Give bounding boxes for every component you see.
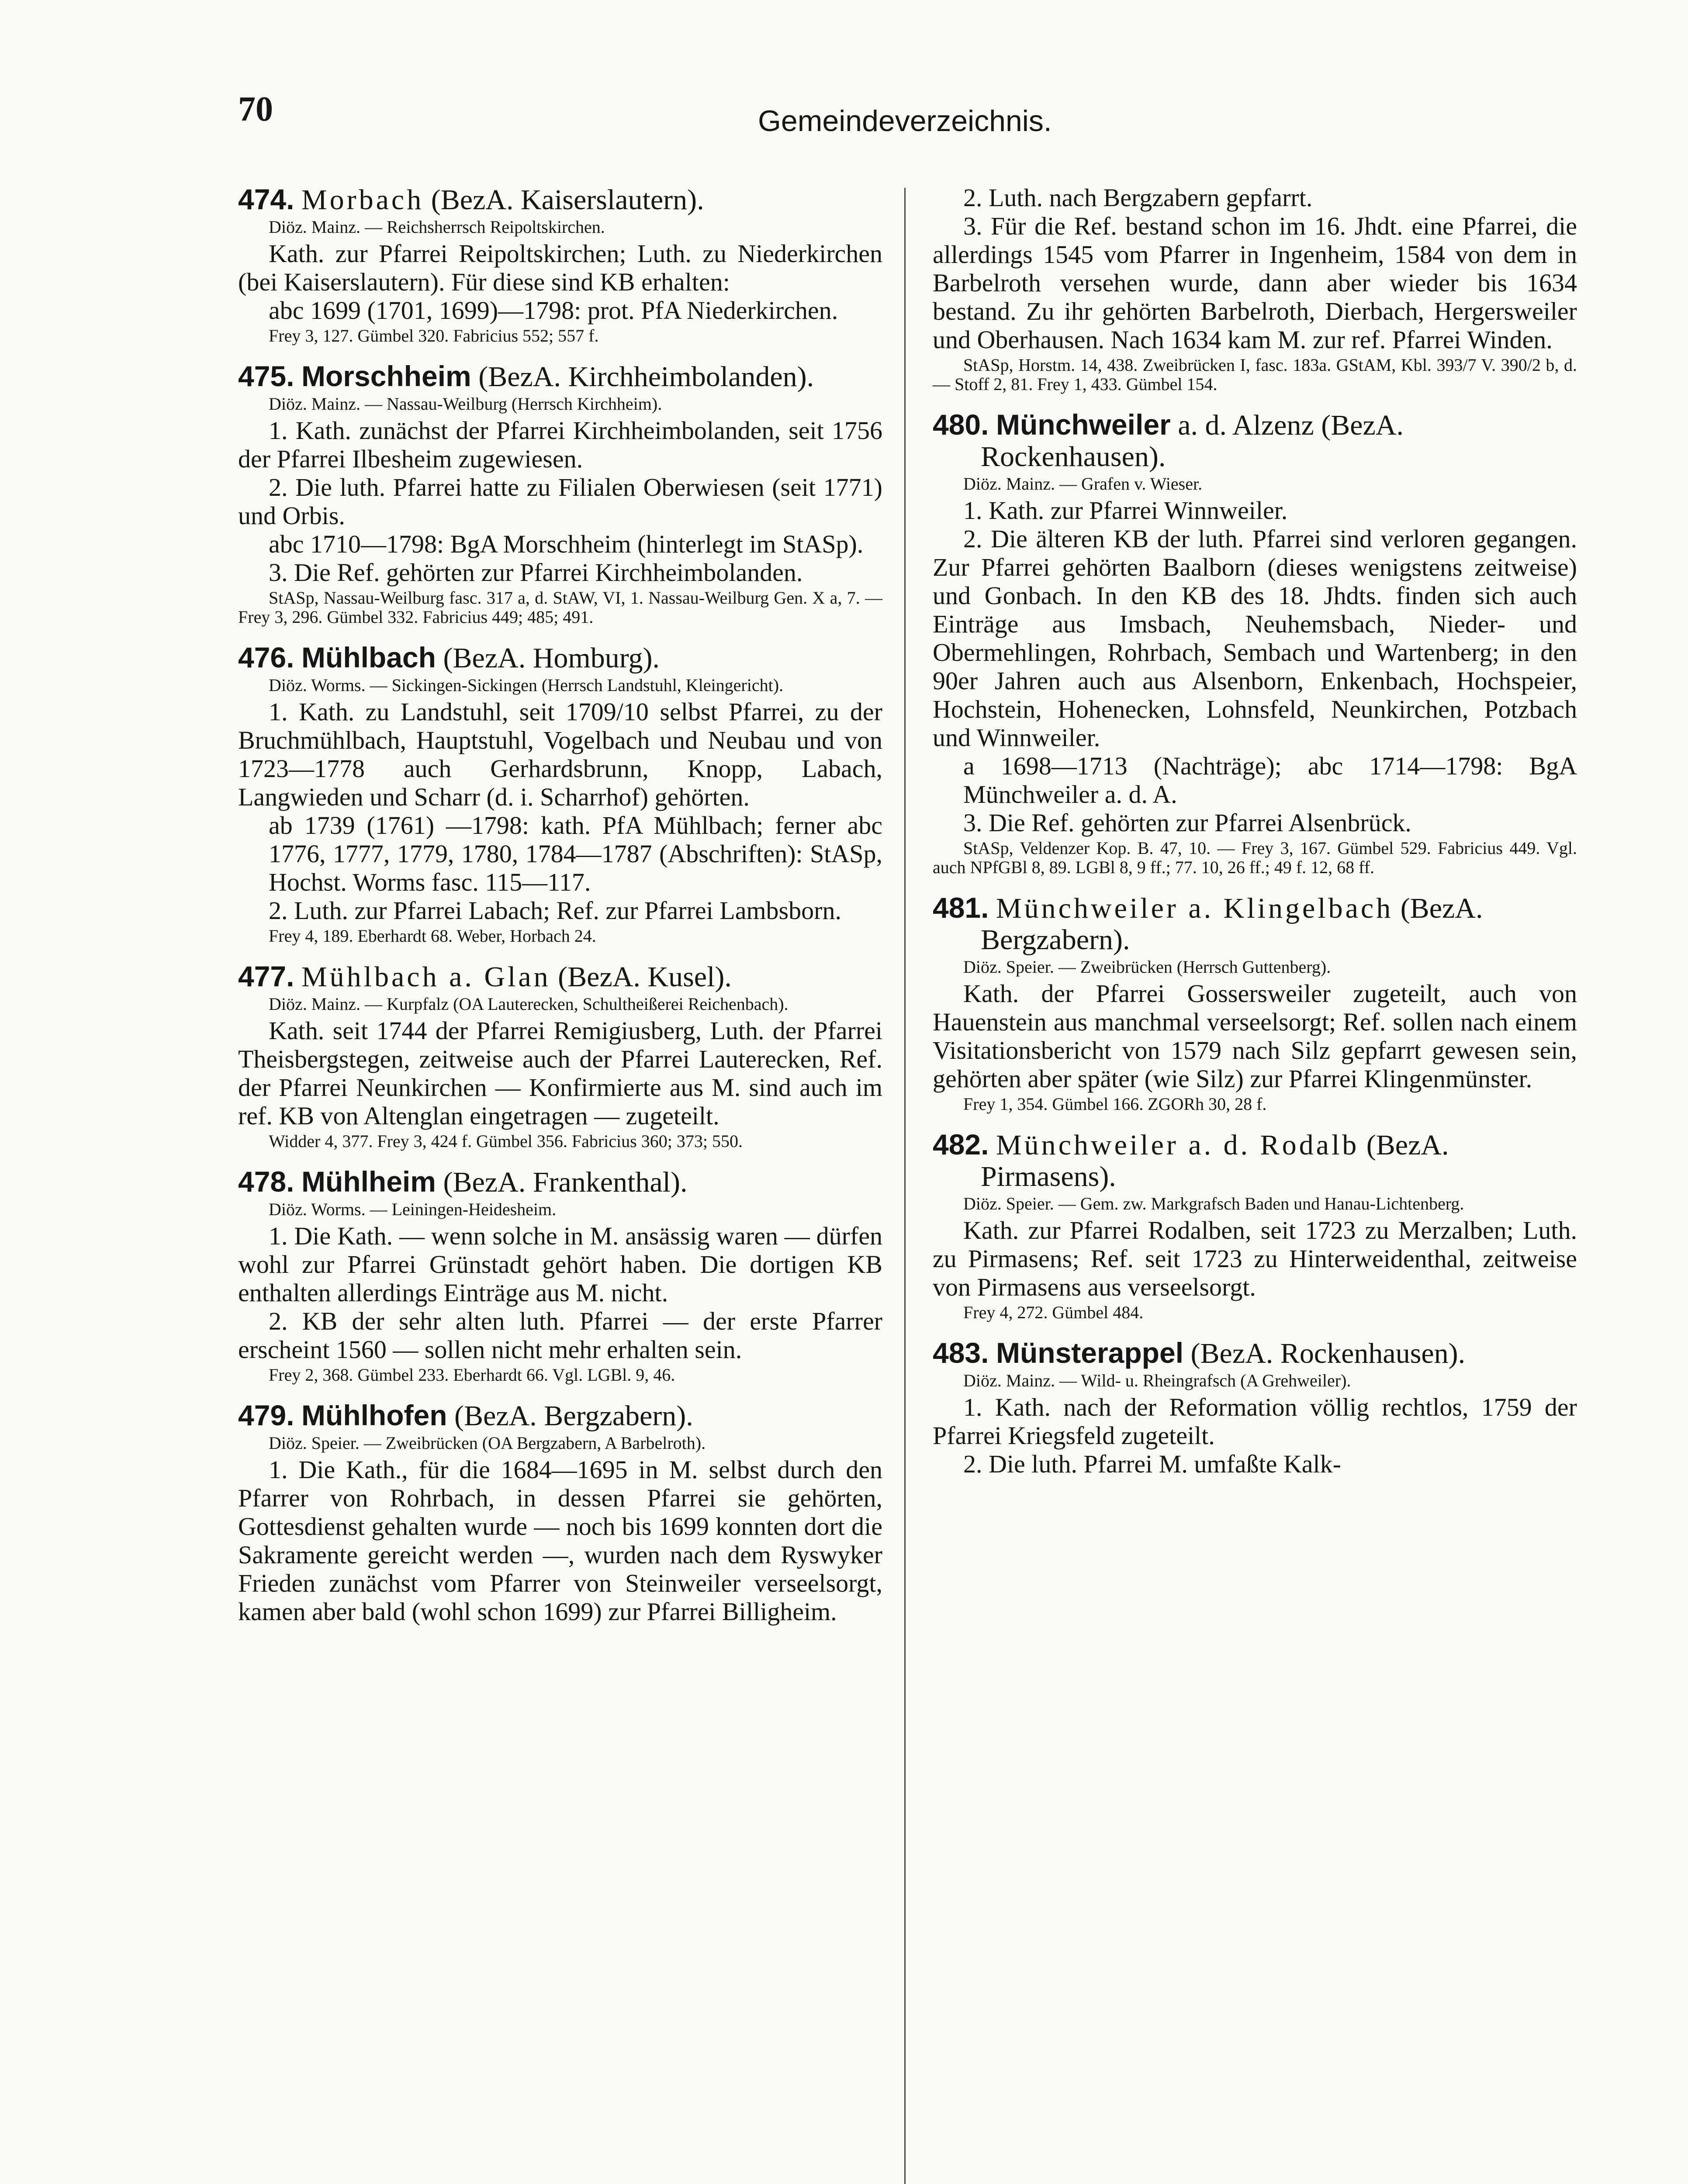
place-name: Münchweiler a. Klingelbach — [996, 892, 1394, 924]
entry-heading — [933, 409, 1577, 473]
diocese-line: Diöz. Worms. — Leiningen-Heidesheim. — [269, 1199, 557, 1219]
sources: Frey 3, 127. Gümbel 320. Fabricius 552; 557 f. — [269, 326, 599, 346]
paragraph: 2. Luth. nach Bergzabern gepfarrt. — [963, 183, 1313, 212]
entry-number: 479. — [238, 1399, 294, 1431]
sources: Frey 2, 368. Gümbel 233. Eberhardt 66. Vgl. LGBl. 9, 46. — [269, 1365, 675, 1385]
district: a. d. Alzenz (BezA. Rockenhausen). — [981, 409, 1404, 473]
paragraph: 1. Kath. zu Landstuhl, seit 1709/10 selbst Pfarrei, zu der Bruchmühlbach, Hauptstuhl, Vogelbach und Neubau und von 1723—1778 auch Gerhardsbrunn, Knopp, Labach, Langwieden und Scharr (d. i. Scharrhof) gehörten. — [238, 698, 882, 811]
entry-heading — [933, 892, 1577, 956]
paragraph: Kath. seit 1744 der Pfarrei Remigiusberg, Luth. der Pfarrei Theisbergstegen, zeitweise auch der Pfarrei Lauterecken, Ref. der Pfarrei Neunkirchen — Konfirmierte aus M. sind auch im ref. KB von Altenglan eingetragen — zugeteilt. — [238, 1016, 882, 1130]
paragraph: 2. Die luth. Pfarrei hatte zu Filialen Oberwiesen (seit 1771) und Orbis. — [238, 473, 882, 530]
district: (BezA. Rockenhausen). — [1190, 1337, 1466, 1369]
paragraph: 1. Kath. zur Pfarrei Winnweiler. — [963, 496, 1288, 525]
entry-heading — [238, 642, 882, 674]
paragraph: 2. KB der sehr alten luth. Pfarrei — der erste Pfarrer erscheint 1560 — sollen nicht mehr erhalten sein. — [238, 1307, 882, 1364]
entry-number: 482. — [933, 1128, 989, 1161]
paragraph: 2. Die älteren KB der luth. Pfarrei sind verloren gegangen. Zur Pfarrei gehörten Baalborn (dieses wenigstens zeitweise) und Gonbach. In den KB des 18. Jhdts. finden sich auch Einträge aus Imsbach, Neuhemsbach, Nieder- und Obermehlingen, Rohrbach, Sembach und Wartenberg; in den 90er Jahren auch aus Alsenborn, Enkenbach, Hochspeier, Hochstein, Hohenecken, Lohnsfeld, Neunkirchen, Potzbach und Winnweiler. — [933, 525, 1577, 752]
running-title: Gemeindeverzeichnis. — [758, 104, 1052, 138]
place-name: Mühlbach — [301, 641, 436, 674]
entry-heading — [933, 1337, 1577, 1369]
paragraph: abc 1699 (1701, 1699)—1798: prot. PfA Niederkirchen. — [269, 296, 838, 325]
place-name: Morbach — [301, 184, 424, 216]
diocese-line: Diöz. Mainz. — Reichsherrsch Reipoltskirchen. — [269, 217, 605, 237]
sources: StASp, Nassau-Weilburg fasc. 317 a, d. StAW, VI, 1. Nassau-Weilburg Gen. X a, 7. — Frey 3, 296. Gümbel 332. Fabricius 449; 485; 491. — [238, 588, 882, 627]
entry-heading — [933, 1129, 1577, 1192]
paragraph: 2. Die luth. Pfarrei M. umfaßte Kalk- — [963, 1450, 1341, 1478]
entry-477 — [238, 961, 882, 1151]
sources: Frey 1, 354. Gümbel 166. ZGORh 30, 28 f. — [963, 1094, 1267, 1114]
paragraph: 3. Die Ref. gehörten zur Pfarrei Alsenbrück. — [963, 809, 1411, 837]
paragraph: ab 1739 (1761) —1798: kath. PfA Mühlbach; ferner abc 1776, 1777, 1779, 1780, 1784—1787 (Abschriften): StASp, Hochst. Worms fasc. 115—117. — [269, 811, 882, 896]
district: (BezA. Homburg). — [443, 642, 660, 674]
sources: Frey 4, 272. Gümbel 484. — [963, 1303, 1144, 1322]
district: (BezA. Bergzabern). — [454, 1400, 693, 1432]
place-name: Mühlheim — [301, 1165, 436, 1198]
entry-482 — [933, 1129, 1577, 1322]
place-name: Morschheim — [301, 360, 471, 392]
sources: StASp, Veldenzer Kop. B. 47, 10. — Frey 3, 167. Gümbel 529. Fabricius 449. Vgl. auch NPfGBl 8, 89. LGBl 8, 9 ff.; 77. 10, 26 ff.; 49 f. 12, 68 ff. — [933, 838, 1577, 877]
entry-479 — [238, 1400, 882, 1626]
paragraph: 3. Die Ref. gehörten zur Pfarrei Kirchheimbolanden. — [269, 558, 803, 587]
entry-heading — [238, 1400, 882, 1432]
diocese-line: Diöz. Speier. — Gem. zw. Markgrafsch Baden und Hanau-Lichtenberg. — [963, 1194, 1464, 1213]
left-column — [238, 183, 882, 1641]
place-name: Münchweiler a. d. Rodalb — [996, 1129, 1359, 1161]
diocese-line: Diöz. Mainz. — Wild- u. Rheingrafsch (A Grehweiler). — [963, 1371, 1351, 1390]
sources: Frey 4, 189. Eberhardt 68. Weber, Horbach 24. — [269, 926, 596, 946]
entry-478 — [238, 1166, 882, 1385]
entry-number: 478. — [238, 1165, 294, 1198]
diocese-line: Diöz. Mainz. — Grafen v. Wieser. — [963, 474, 1203, 494]
entry-480 — [933, 409, 1577, 877]
entry-475 — [238, 360, 882, 627]
entry-heading — [238, 183, 882, 216]
entry-483 — [933, 1337, 1577, 1478]
column-divider — [904, 188, 906, 2184]
place-name: Mühlhofen — [301, 1399, 447, 1431]
entry-number: 477. — [238, 960, 294, 992]
sources: Widder 4, 377. Frey 3, 424 f. Gümbel 356. Fabricius 360; 373; 550. — [269, 1131, 743, 1151]
entry-number: 483. — [933, 1337, 989, 1369]
paragraph: a 1698—1713 (Nachträge); abc 1714—1798: BgA Münchweiler a. d. A. — [963, 752, 1577, 809]
entry-479-continued — [933, 183, 1577, 394]
district: (BezA. Pirmasens). — [981, 1129, 1449, 1192]
entry-number: 481. — [933, 892, 989, 924]
page-number: 70 — [238, 90, 273, 128]
sources: StASp, Horstm. 14, 438. Zweibrücken I, fasc. 183a. GStAM, Kbl. 393/7 V. 390/2 b, d. — Stoff 2, 81. Frey 1, 433. Gümbel 154. — [933, 355, 1577, 394]
paragraph: 1. Die Kath. — wenn solche in M. ansässig waren — dürfen wohl zur Pfarrei Grünstadt gehört haben. Die dortigen KB enthalten allerdings Einträge aus M. nicht. — [238, 1222, 882, 1307]
paragraph: 1. Kath. zunächst der Pfarrei Kirchheimbolanden, seit 1756 der Pfarrei Ilbesheim zugewiesen. — [238, 416, 882, 473]
entry-476 — [238, 642, 882, 946]
paragraph: 1. Kath. nach der Reformation völlig rechtlos, 1759 der Pfarrei Kriegsfeld zugeteilt. — [933, 1393, 1577, 1450]
entry-heading — [238, 360, 882, 393]
entry-number: 476. — [238, 641, 294, 674]
entry-number: 474. — [238, 183, 294, 215]
paragraph: 3. Für die Ref. bestand schon im 16. Jhdt. eine Pfarrei, die allerdings 1545 vom Pfarrer in Ingenheim, 1584 von dem in Barbelroth versehen wurde, dann aber wieder bis 1634 bestand. Zu ihr gehörten Barbelroth, Dierbach, Hergersweiler und Oberhausen. Nach 1634 kam M. zur ref. Pfarrei Winden. — [933, 212, 1577, 354]
entry-481 — [933, 892, 1577, 1114]
place-name: Münchweiler — [996, 408, 1171, 441]
entry-number: 475. — [238, 360, 294, 392]
right-column — [933, 183, 1577, 1493]
place-name: Münsterappel — [996, 1337, 1184, 1369]
entry-heading — [238, 961, 882, 993]
diocese-line: Diöz. Speier. — Zweibrücken (OA Bergzabern, A Barbelroth). — [269, 1433, 706, 1453]
district: (BezA. Kaiserslautern). — [431, 184, 704, 216]
paragraph: Kath. der Pfarrei Gossersweiler zugeteilt, auch von Hauenstein aus manchmal verseelsorgt; Ref. sollen nach einem Visitationsbericht von 1579 nach Silz gepfarrt gewesen sein, gehörten aber später (wie Silz) zur Pfarrei Klingenmünster. — [933, 979, 1577, 1093]
diocese-line: Diöz. Speier. — Zweibrücken (Herrsch Guttenberg). — [963, 957, 1331, 977]
district: (BezA. Frankenthal). — [443, 1166, 688, 1198]
paragraph: abc 1710—1798: BgA Morschheim (hinterlegt im StASp). — [269, 530, 864, 558]
paragraph: 2. Luth. zur Pfarrei Labach; Ref. zur Pfarrei Lambsborn. — [269, 896, 841, 925]
district: (BezA. Kirchheimbolanden). — [478, 361, 814, 393]
entry-heading — [238, 1166, 882, 1198]
diocese-line: Diöz. Mainz. — Nassau-Weilburg (Herrsch Kirchheim). — [269, 394, 662, 414]
paragraph: Kath. zur Pfarrei Reipoltskirchen; Luth. zu Niederkirchen (bei Kaiserslautern). Für diese sind KB erhalten: — [238, 239, 882, 296]
paragraph: 1. Die Kath., für die 1684—1695 in M. selbst durch den Pfarrer von Rohrbach, in dessen Pfarrei sie gehörten, Gottesdienst gehalten wurde — noch bis 1699 konnten dort die Sakramente gereicht werden —, wurden nach dem Ryswyker Frieden zunächst vom Pfarrer von Steinweiler verseelsorgt, kamen aber bald (wohl schon 1699) zur Pfarrei Billigheim. — [238, 1455, 882, 1626]
entry-number: 480. — [933, 408, 989, 441]
entry-474 — [238, 183, 882, 346]
district: (BezA. Bergzabern). — [981, 892, 1483, 956]
district: (BezA. Kusel). — [558, 961, 732, 993]
diocese-line: Diöz. Worms. — Sickingen-Sickingen (Herrsch Landstuhl, Kleingericht). — [269, 675, 784, 695]
diocese-line: Diöz. Mainz. — Kurpfalz (OA Lauterecken, Schultheißerei Reichenbach). — [269, 994, 789, 1014]
place-name: Mühlbach a. Glan — [301, 961, 551, 993]
paragraph: Kath. zur Pfarrei Rodalben, seit 1723 zu Merzalben; Luth. zu Pirmasens; Ref. seit 1723 zu Hinterweidenthal, zeitweise von Pirmasens aus verseelsorgt. — [933, 1216, 1577, 1301]
